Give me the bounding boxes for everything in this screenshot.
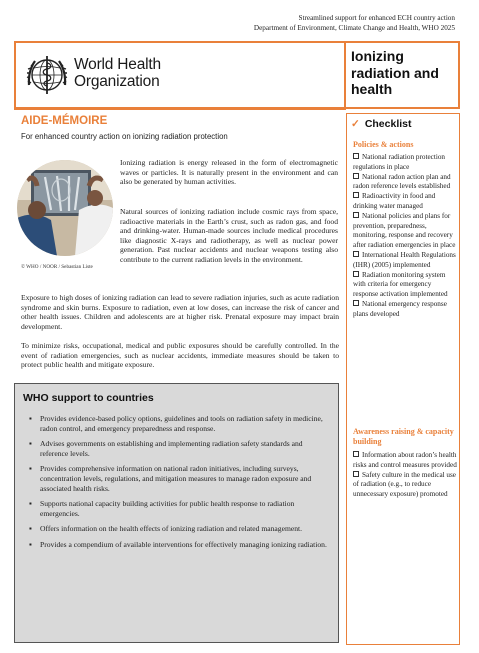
title-line3: health (351, 81, 393, 97)
checklist-item-label: National emergency response plans developed (353, 299, 447, 318)
support-title: WHO support to countries (23, 392, 154, 404)
org-name-line1: World Health (74, 56, 161, 73)
support-item: ▪ Provides a compendium of available interventions for effectively managing ionizing radiation. (29, 540, 329, 550)
checklist-panel (346, 113, 460, 645)
checklist-item (353, 153, 457, 172)
org-name (74, 57, 161, 90)
who-support-box (14, 383, 339, 643)
title-line2: radiation and (351, 64, 439, 81)
empty-checkbox-icon (353, 173, 359, 179)
subtitle: For enhanced country action on ionizing radiation protection (21, 132, 228, 141)
support-list (29, 414, 329, 556)
support-item: ▪ Offers information on the health effects of ionizing radiation and related management. (29, 524, 329, 534)
empty-checkbox-icon (353, 451, 359, 457)
checklist-item-label: Safety culture in the medical use of radiation (e.g., to reduce unnecessary exposure) promoted (353, 470, 457, 498)
checklist-title: Checklist (364, 118, 412, 130)
empty-checkbox-icon (353, 300, 359, 306)
empty-checkbox-icon (353, 251, 359, 257)
checklist-item-label: National radiation protection regulations in place (353, 153, 446, 171)
checklist-item (353, 300, 457, 319)
check-mark-icon: ✓ (351, 118, 360, 130)
policies-section-label: Policies & actions (353, 140, 414, 149)
checklist-item-label: International Health Regulations (IHR) (2005) implemented (353, 250, 456, 269)
intro-paragraph-2: Natural sources of ionizing radiation include cosmic rays from space, radioactive materials in the Earth’s crust, such as radon gas, and food and drinking-water. Human-made sources include medical procedures like diagnostic X-rays and radiotherapy, as well as nuclear power generation. Past nuclear accidents and nuclear weapons testing also contribute to the current radiation levels in the environment. (120, 207, 338, 264)
empty-checkbox-icon (353, 153, 359, 159)
checklist-item-label: National radon action plan and radon reference levels established (353, 172, 451, 191)
empty-checkbox-icon (353, 271, 359, 277)
support-item: ▪ Supports national capacity building activities for public health response to radiation emergencies. (29, 499, 329, 518)
support-item: ▪ Provides comprehensive information on national radon initiatives, including surveys, concentration levels, regulations, and mitigation measures to manage radon exposure and associated health risks. (29, 464, 329, 493)
header-note (254, 13, 455, 33)
header-note-line1: Streamlined support for enhanced ECH country action (298, 14, 455, 22)
org-header (14, 41, 346, 109)
checklist-item-label: Information about radon’s health risks and control measures provided (353, 451, 457, 469)
checklist-item-label: Radioactivity in food and drinking water managed (353, 192, 436, 210)
checklist-item (353, 212, 457, 250)
document-title (351, 48, 458, 98)
policies-checklist (353, 153, 457, 320)
header-note-line2: Department of Environment, Climate Change and Health, WHO 2025 (253, 24, 455, 32)
checklist-item (353, 271, 457, 300)
checklist-header (351, 118, 412, 130)
title-box (346, 41, 460, 109)
checklist-item (353, 173, 457, 192)
empty-checkbox-icon (353, 212, 359, 218)
checklist-item-label: Radiation monitoring system with criteria for emergency response activation implemented (353, 270, 448, 298)
checklist-item (353, 251, 457, 270)
checklist-item (353, 451, 457, 470)
awareness-checklist (353, 451, 457, 500)
awareness-section-label: Awareness raising & capacity building (353, 427, 454, 446)
divider (14, 108, 346, 110)
empty-checkbox-icon (353, 192, 359, 198)
title-line1: Ionizing (351, 48, 404, 64)
who-emblem-icon (25, 53, 69, 97)
empty-checkbox-icon (353, 471, 359, 477)
intro-paragraph-3: Exposure to high doses of ionizing radiation can lead to severe radiation injuries, such as acute radiation syndrome and skin burns. Exposure to radiation, even at low doses, can increase the risk of cancer and other health issues. Children and adolescents are at higher risk. Prenatal exposure may impact brain development. (21, 293, 339, 331)
intro-paragraph-1: Ionizing radiation is energy released in the form of electromagnetic waves or particles. It is naturally present in the environment and can also be generated by human activities. (120, 158, 338, 187)
org-name-line2: Organization (74, 72, 160, 90)
checklist-item (353, 471, 457, 500)
checklist-item-label: National policies and plans for prevention, preparedness, monitoring, response and recovery after radiation emergencies in place (353, 212, 456, 249)
intro-paragraph-4: To minimize risks, occupational, medical and public exposures should be carefully controlled. In the event of radiation emergencies, such as nuclear accidents, immediate measures should be taken to protect public health and mitigate exposure. (21, 341, 339, 370)
support-item: ▪ Advises governments on establishing and implementing radiation safety standards and reference levels. (29, 439, 329, 458)
health-worker-photo (17, 160, 113, 256)
support-item: ▪ Provides evidence-based policy options, guidelines and tools on radiation safety in medicine, radon control, and emergency preparedness and response. (29, 414, 329, 433)
kicker: AIDE-MÉMOIRE (21, 115, 108, 127)
photo-credit: © WHO / NOOR / Sebastian Liste (21, 264, 93, 270)
checklist-item (353, 192, 457, 211)
